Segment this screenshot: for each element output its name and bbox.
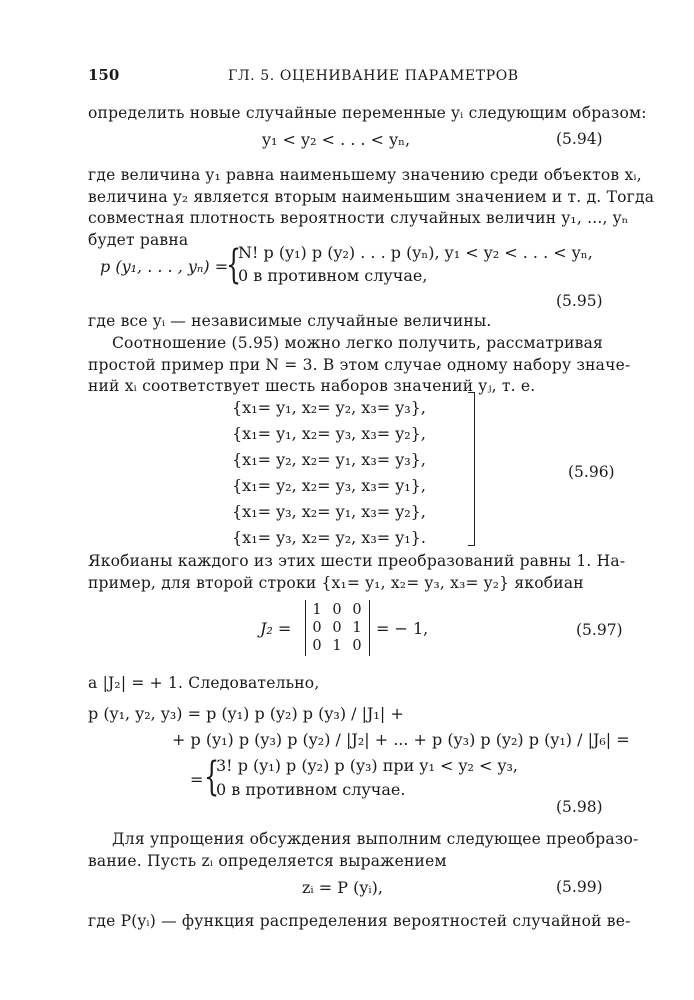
equation-5-98-line: p (y₁, y₂, y₃) = p (y₁) p (y₂) p (y₃) / |J₁| + xyxy=(88,704,404,723)
equation-5-98-eqsign: = xyxy=(190,770,204,789)
paragraph-line: где P(yᵢ) — функция распределения вероятностей случайной ве- xyxy=(88,912,631,930)
matrix-cell: 0 xyxy=(352,602,362,618)
paragraph-line: Соотношение (5.95) можно легко получить, рассматривая xyxy=(112,334,604,352)
matrix-cell: 1 xyxy=(332,638,342,654)
equation-5-98-case: 3! p (y₁) p (y₂) p (y₃) при y₁ < y₂ < y₃, xyxy=(216,756,519,775)
equation-5-96-row: {x₁= y₃, x₂= y₂, x₃= y₁}. xyxy=(232,528,426,547)
equation-5-96-row: {x₁= y₂, x₂= y₁, x₃= y₃}, xyxy=(232,450,426,469)
equation-number: (5.96) xyxy=(568,463,615,481)
paragraph-line: Для упрощения обсуждения выполним следующее преобразо- xyxy=(112,830,639,848)
equation-5-99: zᵢ = P (yᵢ), xyxy=(302,878,383,897)
equation-5-96-row: {x₁= y₂, x₂= y₃, x₃= y₁}, xyxy=(232,476,426,495)
equation-5-95-lhs: p (y₁, . . . , yₙ) = xyxy=(100,257,229,276)
equation-5-95-case: 0 в противном случае, xyxy=(238,266,428,285)
paragraph-line: будет равна xyxy=(88,231,189,249)
matrix-cell: 0 xyxy=(332,602,342,618)
right-brace xyxy=(468,392,475,546)
matrix-cell: 0 xyxy=(352,638,362,654)
paragraph-line: величина y₂ является вторым наименьшим значением и т. д. Тогда xyxy=(88,188,655,206)
equation-5-98-line: + p (y₁) p (y₃) p (y₂) / |J₂| + ... + p (y₃) p (y₂) p (y₁) / |J₆| = xyxy=(172,730,630,749)
determinant-bar xyxy=(305,600,306,656)
left-brace: { xyxy=(204,754,220,800)
paragraph-line: определить новые случайные переменные yᵢ следующим образом: xyxy=(88,104,647,122)
matrix-cell: 0 xyxy=(332,620,342,636)
equation-number: (5.95) xyxy=(556,292,603,310)
paragraph-line: простой пример при N = 3. В этом случае одному набору значе- xyxy=(88,356,631,374)
equation-number: (5.94) xyxy=(556,130,603,148)
equation-number: (5.99) xyxy=(556,878,603,896)
equation-5-96-row: {x₁= y₃, x₂= y₁, x₃= y₂}, xyxy=(232,502,426,521)
equation-5-97-lhs: J₂ = xyxy=(260,619,292,638)
equation-5-96-row: {x₁= y₁, x₂= y₃, x₃= y₂}, xyxy=(232,424,426,443)
paragraph-line: а |J₂| = + 1. Следовательно, xyxy=(88,674,320,692)
left-brace: { xyxy=(226,242,242,288)
equation-5-94: y₁ < y₂ < . . . < yₙ, xyxy=(262,130,411,149)
matrix-cell: 1 xyxy=(312,602,322,618)
paragraph-line: ний xᵢ соответствует шесть наборов значений yⱼ, т. е. xyxy=(88,377,536,395)
page-number: 150 xyxy=(88,66,120,84)
paragraph-line: совместная плотность вероятности случайных величин y₁, ..., yₙ xyxy=(88,209,629,227)
equation-5-98-case: 0 в противном случае. xyxy=(216,780,406,799)
paragraph-line: где величина y₁ равна наименьшему значению среди объектов xᵢ, xyxy=(88,166,642,184)
paragraph-line: пример, для второй строки {x₁= y₁, x₂= y₃, x₃= y₂} якобиан xyxy=(88,574,584,592)
paragraph-line: где все yᵢ — независимые случайные величины. xyxy=(88,312,492,330)
paragraph-line: вание. Пусть zᵢ определяется выражением xyxy=(88,852,447,870)
paragraph-line: Якобианы каждого из этих шести преобразований равны 1. На- xyxy=(88,552,626,570)
equation-number: (5.97) xyxy=(576,621,623,639)
matrix-cell: 0 xyxy=(312,620,322,636)
equation-5-96-row: {x₁= y₁, x₂= y₂, x₃= y₃}, xyxy=(232,398,426,417)
equation-number: (5.98) xyxy=(556,798,603,816)
matrix-cell: 1 xyxy=(352,620,362,636)
equation-5-95-case: N! p (y₁) p (y₂) . . . p (yₙ), y₁ < y₂ < . . . < yₙ, xyxy=(238,243,593,262)
running-title: ГЛ. 5. ОЦЕНИВАНИЕ ПАРАМЕТРОВ xyxy=(228,68,519,84)
equation-5-97-rhs: = − 1, xyxy=(376,619,429,638)
matrix-cell: 0 xyxy=(312,638,322,654)
determinant-bar xyxy=(369,600,370,656)
